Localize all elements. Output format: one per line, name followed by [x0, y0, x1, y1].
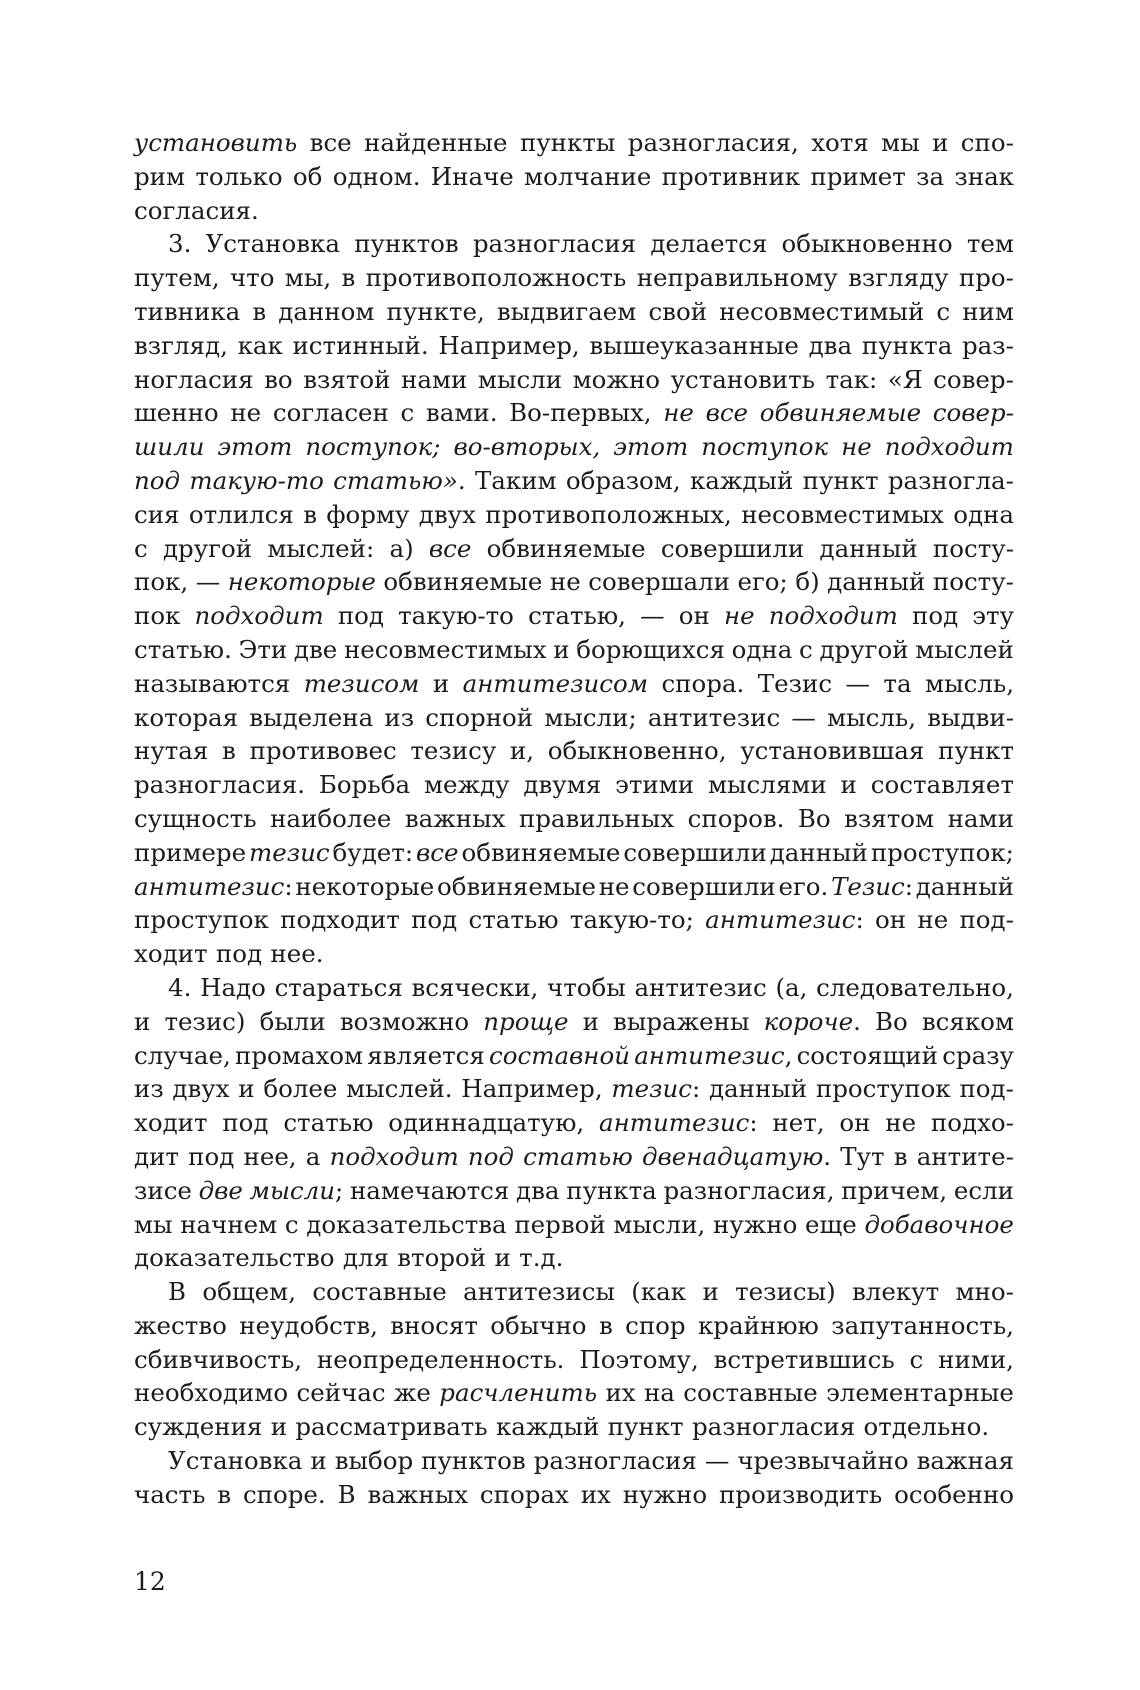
text-line: под такую-то статью». Таким образом, каждый пункт разногла- — [134, 465, 1014, 495]
text-line: шили этот поступок; во-вторых, этот поступок не подходит — [134, 432, 1014, 462]
text-line: сия отлился в форму двух противоположных, несовместимых одна — [134, 499, 1014, 529]
text-line: необходимо сейчас же расчленить их на составные элементарные — [134, 1378, 1014, 1408]
text-line: ходит под нее. — [134, 939, 324, 969]
text-line: Установка и выбор пунктов разногласия — чрезвычайно важная — [168, 1446, 1014, 1476]
paragraph — [134, 1444, 1014, 1512]
text-line: шенно не согласен с вами. Во-первых, не все обвиняемые совер- — [134, 398, 1014, 428]
text-line: разногласия. Борьба между двумя этими мыслями и составляет — [134, 770, 1014, 800]
text-line: 3. Установка пунктов разногласия делается обыкновенно тем — [168, 229, 1014, 259]
paragraph — [134, 126, 1014, 227]
text-line: зисе две мысли; намечаются два пункта разногласия, причем, если — [134, 1175, 1014, 1205]
text-line: сбивчивость, неопределенность. Поэтому, встретившись с ними, — [134, 1344, 1014, 1374]
text-line: суждения и рассматривать каждый пункт разногласия отдельно. — [134, 1412, 990, 1442]
text-line: которая выделена из спорной мысли; антитезис — мысль, выдви- — [134, 702, 1014, 732]
text-line: дит под нее, а подходит под статью двенадцатую. Тут в антите- — [134, 1141, 1014, 1171]
text-line: примере тезис будет: все обвиняемые совершили данный проступок; — [134, 837, 1014, 867]
text-line: ногласия во взятой нами мысли можно установить так: «Я совер- — [134, 364, 1014, 394]
text-line: пок подходит под такую-то статью, — он не подходит под эту — [134, 601, 1014, 631]
text-line: статью. Эти две несовместимых и борющихся одна с другой мыслей — [134, 634, 1014, 664]
text-line: путем, что мы, в противоположность неправильному взгляду про- — [134, 263, 1014, 293]
text-line: называются тезисом и антитезисом спора. Тезис — та мысль, — [134, 668, 1014, 698]
text-line: установить все найденные пункты разногласия, хотя мы и спо- — [134, 128, 1014, 157]
text-line: часть в споре. В важных спорах их нужно производить особенно — [134, 1479, 1014, 1509]
text-line: рим только об одном. Иначе молчание противник примет за знак — [134, 161, 1014, 191]
text-line: пок, — некоторые обвиняемые не совершали его; б) данный посту- — [134, 567, 1014, 597]
text-line: случае, промахом является составной антитезис, состоящий сразу — [134, 1040, 1014, 1070]
text-line: тивника в данном пункте, выдвигаем свой несовместимый с ним — [134, 296, 1014, 326]
text-line: с другой мыслей: а) все обвиняемые совершили данный посту- — [134, 533, 1014, 563]
page-number: 12 — [134, 1567, 166, 1596]
text-line: из двух и более мыслей. Например, тезис: данный проступок под- — [134, 1074, 1014, 1104]
paragraph — [134, 971, 1014, 1275]
text-line: ходит под статью одиннадцатую, антитезис: нет, он не подхо- — [134, 1108, 1014, 1138]
text-line: В общем, составные антитезисы (как и тезисы) влекут мно- — [168, 1277, 1014, 1307]
text-line: сущность наиболее важных правильных споров. Во взятом нами — [134, 803, 1014, 833]
text-line: проступок подходит под статью такую-то; антитезис: он не под- — [134, 905, 1014, 935]
text-line: жество неудобств, вносят обычно в спор крайнюю запутанность, — [134, 1310, 1014, 1340]
text-line: взгляд, как истинный. Например, вышеуказанные два пункта раз- — [134, 330, 1014, 360]
page-body — [134, 126, 1014, 1512]
text-line: антитезис: некоторые обвиняемые не совершили его. Тезис: данный — [134, 871, 1014, 901]
text-line: нутая в противовес тезису и, обыкновенно, установившая пункт — [134, 736, 1014, 766]
text-line: и тезис) были возможно проще и выражены короче. Во всяком — [134, 1006, 1014, 1036]
paragraph — [134, 1275, 1014, 1444]
text-line: доказательство для второй и т.д. — [134, 1243, 564, 1273]
paragraph — [134, 227, 1014, 971]
text-line: 4. Надо стараться всячески, чтобы антитезис (а, следовательно, — [168, 972, 1014, 1002]
text-line: согласия. — [134, 195, 259, 225]
text-line: мы начнем с доказательства первой мысли, нужно еще добавочное — [134, 1209, 1014, 1239]
